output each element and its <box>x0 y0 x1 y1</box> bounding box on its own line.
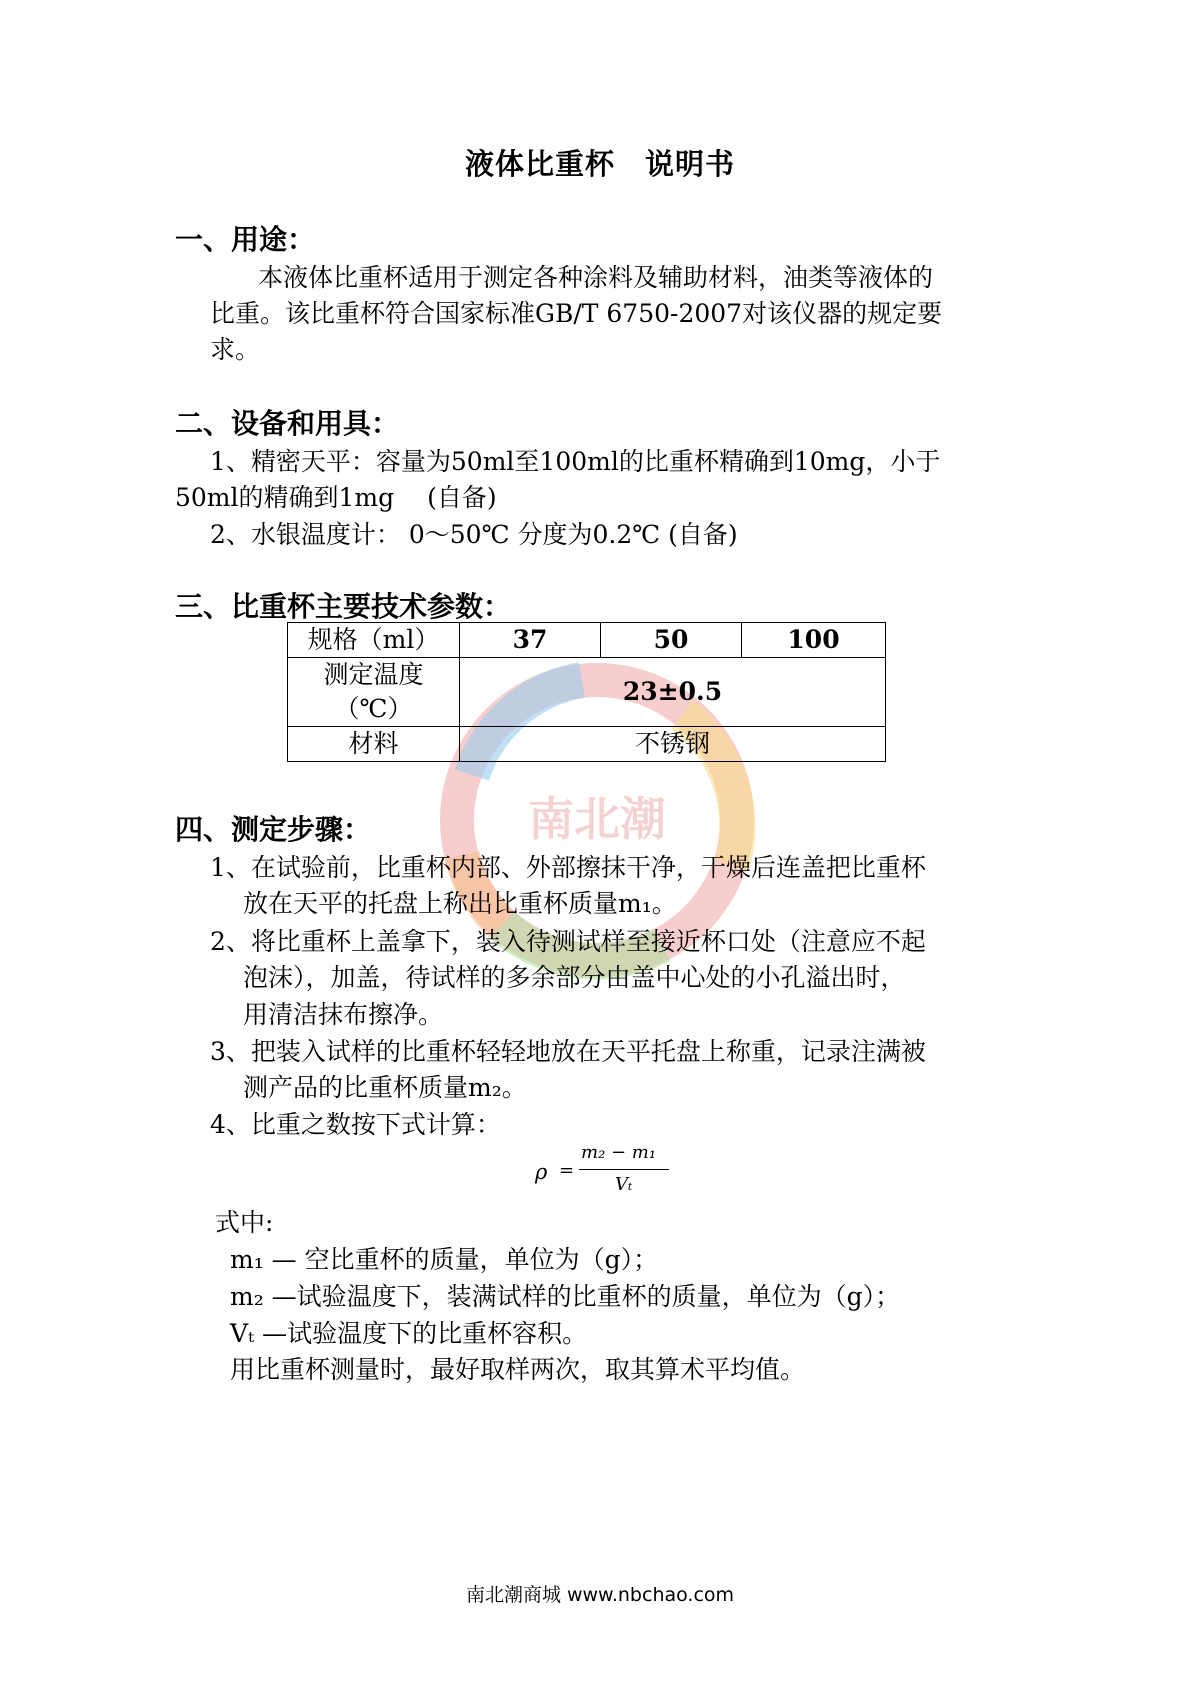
title-sub: 说明书 <box>645 147 736 181</box>
temp-label-line-2: （℃） <box>334 694 413 723</box>
spec-cell-50: 50 <box>601 623 742 658</box>
formula-fraction-bar <box>579 1169 669 1170</box>
step-4-line-1: 4、比重之数按下式计算： <box>210 1110 501 1139</box>
formula-denominator: Vₜ <box>615 1174 633 1195</box>
formula-equals: = <box>559 1160 575 1181</box>
section-1-heading: 一、用途： <box>175 223 316 256</box>
temp-value-cell: 23±0.5 <box>460 658 886 727</box>
legend-intro: 式中: <box>215 1208 274 1237</box>
document-title <box>0 142 1200 183</box>
table-row <box>288 727 886 762</box>
legend-vt: Vₜ —试验温度下的比重杯容积。 <box>230 1319 588 1348</box>
step-3-line-2: 测产品的比重杯质量m₂。 <box>243 1073 527 1102</box>
spec-cell-100: 100 <box>742 623 886 658</box>
temp-label-line-1: 测定温度 <box>323 660 424 689</box>
step-1-line-2: 放在天平的托盘上称出比重杯质量m₁。 <box>243 889 677 918</box>
section-1-line-3: 求。 <box>210 335 261 364</box>
table-row <box>288 658 886 727</box>
section-2-line-1: 1、精密天平：容量为50ml至100ml的比重杯精确到10mg，小于 <box>210 447 941 476</box>
table-row <box>288 623 886 658</box>
legend-note: 用比重杯测量时，最好取样两次，取其算术平均值。 <box>230 1355 806 1384</box>
section-3-heading: 三、比重杯主要技术参数： <box>175 590 512 623</box>
step-1-line-1: 1、在试验前，比重杯内部、外部擦抹干净，干燥后连盖把比重杯 <box>210 853 926 882</box>
section-1-line-2: 比重。该比重杯符合国家标准GB/T 6750-2007对该仪器的规定要 <box>210 299 943 328</box>
material-label-cell: 材料 <box>288 727 460 762</box>
section-1-line-1: 本液体比重杯适用于测定各种涂料及辅助材料，油类等液体的 <box>258 263 934 292</box>
section-2-line-3: 2、水银温度计： 0～50℃ 分度为0.2℃ (自备) <box>210 520 738 549</box>
formula-numerator: m₂ − m₁ <box>581 1142 657 1163</box>
spec-label-cell: 规格（ml） <box>288 623 460 658</box>
page-footer: 南北潮商城 www.nbchao.com <box>465 1584 735 1606</box>
material-value-cell: 不锈钢 <box>460 727 886 762</box>
step-2-line-1: 2、将比重杯上盖拿下，装入待测试样至接近杯口处（注意应不起 <box>210 927 926 956</box>
step-2-line-3: 用清洁抹布擦净。 <box>243 1000 444 1029</box>
step-2-line-2: 泡沫），加盖，待试样的多余部分由盖中心处的小孔溢出时， <box>243 963 906 992</box>
formula-rho: ρ <box>535 1160 548 1184</box>
temp-label-cell <box>288 658 460 727</box>
spec-cell-37: 37 <box>460 623 601 658</box>
title-main: 液体比重杯 <box>464 147 615 181</box>
section-2-line-2: 50ml的精确到1mg (自备) <box>175 483 497 512</box>
legend-m2: m₂ —试验温度下，装满试样的比重杯的质量，单位为（g）； <box>230 1282 901 1311</box>
watermark-text: 南北潮 <box>528 792 666 846</box>
legend-m1: m₁ — 空比重杯的质量，单位为（g）； <box>230 1245 659 1274</box>
section-2-heading: 二、设备和用具： <box>175 407 400 440</box>
parameters-table <box>287 622 886 762</box>
density-formula <box>535 1142 695 1202</box>
step-3-line-1: 3、把装入试样的比重杯轻轻地放在天平托盘上称重，记录注满被 <box>210 1037 926 1066</box>
section-4-heading: 四、测定步骤： <box>175 813 372 846</box>
